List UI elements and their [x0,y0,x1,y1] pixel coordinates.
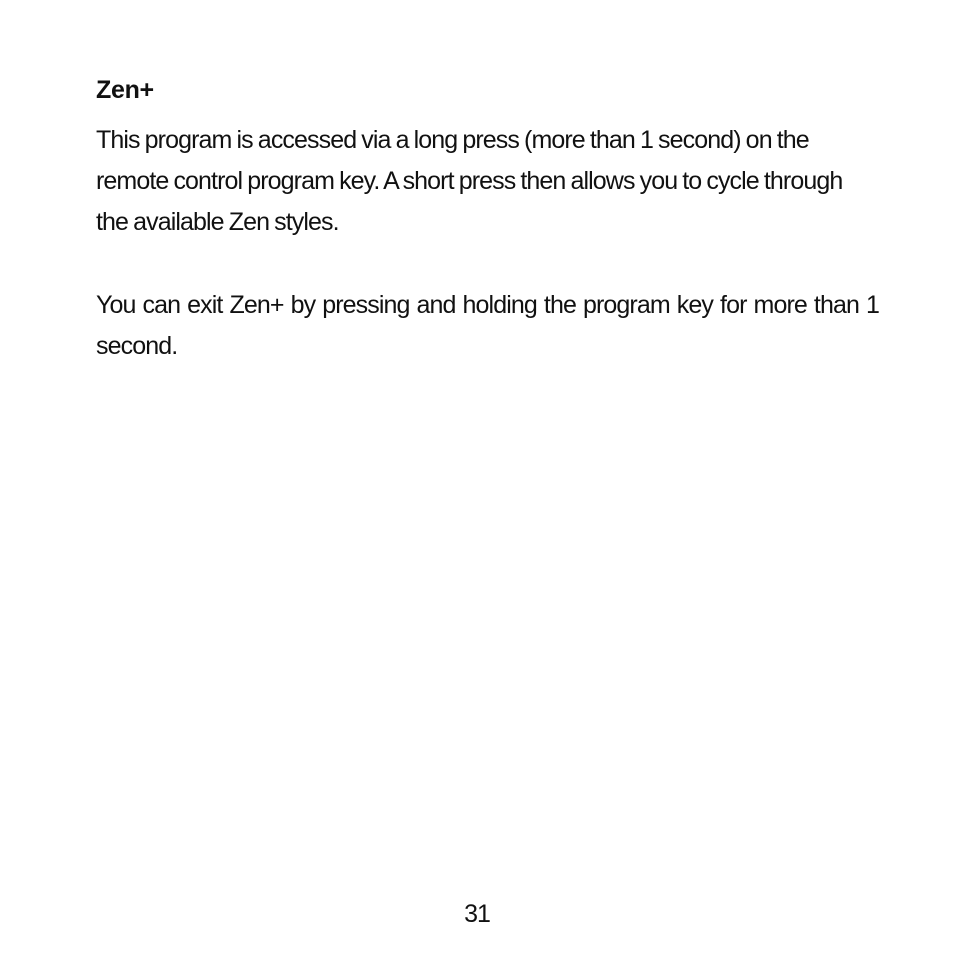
page-number: 31 [464,900,490,928]
section-content [96,72,879,367]
paragraph-exit-zen: You can exit Zen+ by pressing and holding the program key for more than 1 second. [96,291,879,360]
paragraph-access-zen: This program is accessed via a long press (more than 1 second) on the remote control program key. A short press then allows you to cycle through the available Zen styles. [96,126,843,236]
section-heading: Zen+ [96,76,154,104]
